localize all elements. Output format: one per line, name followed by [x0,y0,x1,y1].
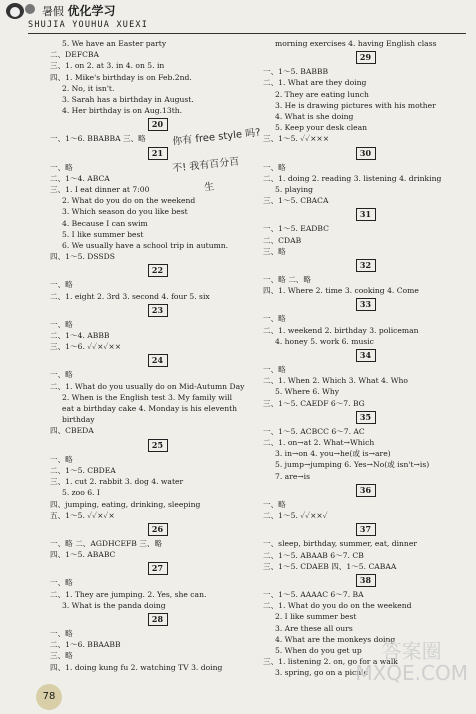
handwritten-note-3: 生 [203,181,215,194]
answer-line: 二、1. What do you usually do on Mid-Autumn Day [50,381,245,391]
answer-line: 一、略 [50,454,73,464]
answer-line: 三、1～5. ✓✓××× [263,134,330,144]
handwritten-note-1: 你有 free style 吗? [171,127,262,148]
answer-line: 一、略 [50,628,73,638]
answer-line: morning exercises 4. having English class [275,39,437,48]
section-number-box [263,349,468,362]
answer-line: 一、略 二、略 [263,275,311,285]
section-number: 22 [148,264,168,277]
section-number: 24 [148,354,168,367]
section-number-box [263,298,468,311]
answer-line: 二、1～4. ABBB [50,331,110,341]
answer-line: 一、略 [50,280,73,290]
answer-line: 5. Keep your desk clean [275,123,368,133]
header-rule [28,33,466,34]
watermark [355,640,468,684]
answer-line: 一、1～5. EADBC [263,224,329,234]
answer-line: 一、1～6. BBABBA 三、略 [50,134,146,144]
answer-line: 一、略 二、AGDHCEFB 三、略 [50,538,163,548]
answer-line: 三、1～6. ✓✓×✓×× [50,342,122,352]
answer-line: 四、jumping, eating, drinking, sleeping [50,499,201,509]
section-number-box [263,411,468,424]
answer-line: 7. are→is [275,471,310,481]
section-number-box [263,147,468,160]
section-number: 29 [356,51,376,64]
answer-line: 2. No, it isn't. [62,83,115,93]
answer-line: 6. We usually have a school trip in autumn. [62,241,229,251]
answer-line: 一、略 [50,162,73,172]
answer-line: 三、1～5. CDAEB 四、1～5. CABAA [263,561,397,571]
section-number: 30 [356,147,376,160]
section-number: 36 [356,484,376,497]
section-number-box [263,574,468,587]
answer-line: 一、略 [263,499,286,509]
section-number-box [263,523,468,536]
section-number-box [50,523,265,536]
section-number-box [263,484,468,497]
answer-line: 一、1～5. AAAAC 6～7. BA [263,589,364,599]
brand-pinyin: SHUJIA YOUHUA XUEXI [28,20,149,30]
section-number: 31 [356,208,376,221]
section-number: 37 [356,523,376,536]
section-number-box [50,562,265,575]
answer-line: 三、1. listening 2. on, go for a walk [263,657,398,667]
section-number: 33 [356,298,376,311]
section-number-box [50,264,265,277]
answer-line: 二、1～4. ABCA [50,173,110,183]
answer-line: 一、略 [50,319,73,329]
answer-line: 二、1～5. ✓✓××✓ [263,511,328,521]
answer-line: 四、1. Mike's birthday is on Feb.2nd. [50,72,192,82]
answer-line: 二、1. eight 2. 3rd 3. second 4. four 5. six [50,291,210,301]
answer-line: 3. What is the panda doing [62,600,166,610]
brand-title [42,2,116,19]
answer-line: 二、1～5. ABAAB 6～7. CB [263,550,364,560]
answer-line: 二、1. What do you do on the weekend [263,601,412,611]
answer-line: 三、1. on 2. at 3. in 4. on 5. in [50,61,165,71]
section-number: 34 [356,349,376,362]
answer-line: 4. Because I can swim [62,218,148,228]
answer-line: 二、1～5. CBDEA [50,465,116,475]
cartoon-logo-icon [4,0,38,22]
handwritten-note-2: 不! 我有百分百 [171,156,240,175]
answer-line: 一、sleep, birthday, summer, eat, dinner [263,539,417,549]
section-number-box [50,613,265,626]
section-number-box [50,304,265,317]
section-number: 27 [148,562,168,575]
answer-line: 一、略 [263,162,286,172]
answer-line: 3. Sarah has a birthday in August. [62,95,194,105]
section-number-box [50,439,265,452]
answer-line: 3. Which season do you like best [62,207,188,217]
answer-line: 二、1. When 2. Which 3. What 4. Who [263,376,408,386]
answer-line: 一、略 [50,578,73,588]
answer-line: 三、1～5. CAEDF 6～7. BG [263,398,365,408]
answer-line: 一、1～5. ACBCC 6～7. AC [263,426,365,436]
answer-line: 一、略 [50,370,73,380]
answer-line: 4. honey 5. work 6. music [275,336,374,346]
answer-line: 2. They are eating lunch [275,89,369,99]
answer-line: 2. What do you do on the weekend [62,196,196,206]
answer-line: 3. in→on 4. you→he(或 is→are) [275,449,391,459]
answer-column-right [263,38,468,679]
answer-line: eat a birthday cake 4. Monday is his eleventh [62,404,238,414]
answer-line: 三、1. cut 2. rabbit 3. dog 4. water [50,477,184,487]
section-number: 28 [148,613,168,626]
brand-prefix: 暑假 [42,5,64,18]
page-header [0,0,476,36]
brand-name: 优化学习 [67,4,116,18]
answer-line: 3. He is drawing pictures with his mother [275,100,436,110]
answer-line: 4. What are the monkeys doing [275,634,396,644]
answer-line: 5. zoo 6. I [62,488,100,498]
answer-line: 五、1～5. ✓✓×✓× [50,510,115,520]
answer-line: 二、1. doing 2. reading 3. listening 4. drinking [263,173,442,183]
section-number: 35 [356,411,376,424]
answer-line: 一、1～5. BABBB [263,67,329,77]
answer-line: 四、1. doing kung fu 2. watching TV 3. doing [50,662,223,672]
answer-line: 四、1～5. ABABC [50,550,116,560]
answer-line: 四、1. Where 2. time 3. cooking 4. Come [263,286,419,296]
answer-line: 二、1. on→at 2. What→Which [263,438,375,448]
section-number: 20 [148,118,168,131]
answer-line: 二、1. weekend 2. birthday 3. policeman [263,325,419,335]
answer-line: 四、1～5. DSSDS [50,252,115,262]
answer-line: 5. playing [275,185,313,195]
answer-line: 三、略 [263,246,286,256]
answer-line: 5. When do you get up [275,645,362,655]
answer-line: 一、略 [263,365,286,375]
answer-line: 三、1～5. CBACA [263,196,329,206]
section-number: 32 [356,259,376,272]
section-number: 38 [356,574,376,587]
section-number-box [263,208,468,221]
watermark-line-2: MXQE.COM [355,661,468,685]
section-number: 25 [148,439,168,452]
answer-line: 三、略 [50,651,73,661]
answer-line: 5. We have an Easter party [62,39,167,48]
answer-line: 四、CBEDA [50,426,94,436]
answer-line: 二、1. They are jumping. 2. Yes, she can. [50,589,207,599]
answer-line: 二、CDAB [263,235,302,245]
watermark-line-1: 答案圈 [381,639,442,663]
section-number-box [263,51,468,64]
answer-line: 一、略 [263,314,286,324]
answer-line: 5. I like summer best [62,229,144,239]
answer-line: 3. Are these all ours [275,623,353,633]
section-number-box [50,354,265,367]
answer-line: 5. jump→jumping 6. Yes→No(或 isn't→is) [275,460,430,470]
answer-line: birthday [62,415,95,425]
section-number: 23 [148,304,168,317]
answer-line: 二、1. What are they doing [263,78,367,88]
section-number: 26 [148,523,168,536]
answer-line: 5. Where 6. Why [275,387,340,397]
page-number: 78 [36,684,62,710]
answer-line: 2. When is the English test 3. My family will [62,392,233,402]
answer-line: 4. Her birthday is on Aug.13th. [62,106,183,116]
answer-line: 4. What is she doing [275,112,354,122]
section-number-box [263,259,468,272]
answer-line: 二、DEFCBA [50,50,99,60]
answer-line: 三、1. I eat dinner at 7:00 [50,185,150,195]
answer-line: 3. spring, go on a picnic [275,668,368,678]
answer-line: 二、1～6. BBAABB [50,640,121,650]
answer-line: 2. I like summer best [275,612,357,622]
section-number: 21 [148,147,168,160]
